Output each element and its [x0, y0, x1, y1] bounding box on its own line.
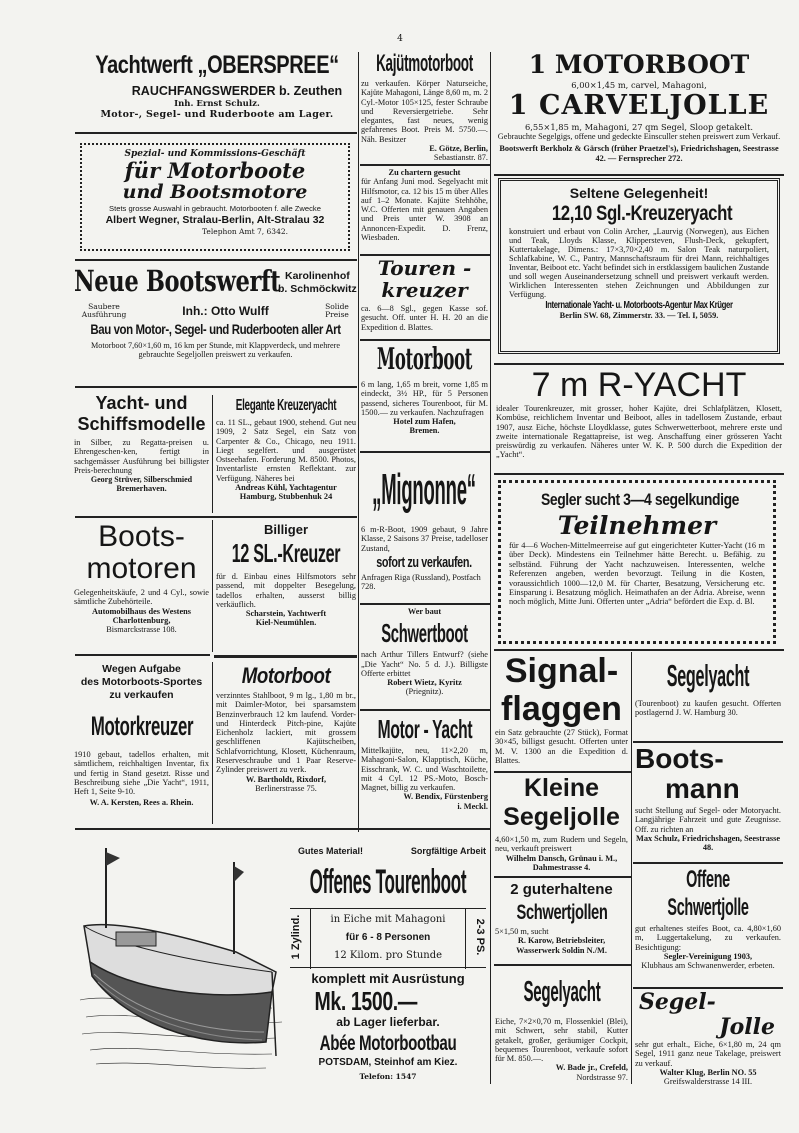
ad-place: i. Meckl. — [457, 801, 488, 811]
ad-signature: Bootswerft Berkholz & Gärsch (früher Praetzel's), Friedrichshagen, Seestrasse 42. — Fernsprecher 272. — [499, 144, 779, 163]
ad-place: Wasserwerk Soldin N./M. — [516, 945, 607, 955]
divider — [360, 164, 490, 166]
ad-title: Motorboot — [376, 342, 473, 377]
ad-12sl-kreuzer — [216, 522, 356, 650]
page-number: 4 — [397, 34, 403, 44]
ad-teilnehmer — [498, 480, 776, 644]
ad-location: Karolinenhof — [285, 270, 350, 282]
ad-location-2: b. Schmöckwitz — [278, 283, 357, 295]
divider — [494, 649, 784, 651]
ad-signature: Walter Klug, Berlin NO. 55 — [659, 1067, 757, 1077]
ad-signature: Andreas Kühl, Yachtagentur — [235, 483, 337, 493]
ad-title: 1 MOTORBOOT — [528, 50, 750, 79]
ad-segelyacht-hamburg — [635, 653, 781, 739]
ad-body: konstruiert und erbaut von Colin Archer, „Laurvig (Norwegen), aus Eichen und Teak, Lloyds Klasse, Klippersteven, Flush-Deck, gekupfert, Kuttertakelage, Dimens.: 17×3,70×2,40 m. Salon Teak naturpoliert, Schlafkabine, W. C., Pantry, Mannschaftsraum für drei Mann, reichhaltiges Inventar, Beiboot etc. Yacht befindet sich in erstklassigem baulichen Zustande und soll wegen Auseinandersetzung schnell und preiswert verkauft werden. Wirklichen Interessenten stehen Zeichnungen und Abbildungen zur Verfügung. — [509, 227, 769, 299]
divider — [360, 603, 490, 605]
ad-signature: W. Bartholdt, Rixdorf, — [245, 774, 327, 784]
ad-body: sehr gut erhalt., Eiche, 6×1,80 m, 24 qm Segel, 1911 ganz neue Takelage, preiswert zu verkauf. — [635, 1040, 781, 1068]
ad-bootsmann — [635, 744, 781, 860]
column-rule — [490, 52, 491, 1084]
ad-address: POTSDAM, Steinhof am Kiez. — [318, 1057, 458, 1068]
ad-signature: R. Karow, Betriebsleiter, — [517, 936, 606, 946]
ad-body: 6 m lang, 1,65 m breit, vorne 1,85 m eindeckt, 3½ HP., für 5 Personen passend, sicheres Tourenboot, für M. 1500.— zu verkaufen. Nachzufragen — [361, 380, 488, 417]
ad-kajuetmotorboot — [361, 50, 488, 162]
ad-schiffsmodelle — [74, 393, 209, 511]
ad-line-6: ab Lager lieferbar. — [336, 1015, 440, 1029]
column-rule — [358, 52, 359, 832]
ad-title-2: mann — [665, 773, 740, 804]
ad-body: Eiche, 7×2×0,70 m, Flossenkiel (Blei), mit Schwert, sehr stabil, Kutter getakelt, großer, geräumiger Cockpit, bequemes Tourenboot, verkaufe sofort für M. 850.—. — [495, 1017, 628, 1064]
ad-line: Stets grosse Auswahl in gebraucht. Motorbooten f. alle Zwecke — [109, 204, 321, 213]
ad-place: Hamburg, Stubbenhuk 24 — [239, 492, 333, 502]
ad-kicker: Zu chartern gesucht — [388, 168, 461, 177]
ad-subtitle: RAUCHFANGSWERDER b. Zeuthen — [131, 84, 343, 98]
ad-seltene-gelegenheit — [498, 178, 780, 354]
ad-title: Yachtwerft „OBERSPREE“ — [95, 51, 339, 79]
ad-body: ein Satz gebrauchte (27 Stück), Format 30×45, billigst gesucht. Offerten unter M. V. 1300 an die Expedition d. Blattes. — [495, 728, 628, 765]
ad-title-2: kreuzer — [381, 278, 468, 302]
ad-oberspree — [78, 50, 356, 128]
divider — [214, 655, 357, 658]
ad-7m-r-yacht — [496, 366, 782, 470]
divider — [494, 473, 784, 475]
ad-line: Motor-, Segel- und Ruderboote am Lager. — [100, 109, 334, 120]
ad-kicker: Seltene Gelegenheit! — [569, 185, 709, 201]
ad-title: Segelyacht — [523, 976, 601, 1008]
divider — [360, 451, 490, 453]
ad-title: Boots- — [635, 744, 724, 774]
ad-place: Bismarckstrasse 108. — [106, 625, 177, 635]
ad-title: Signal- — [504, 652, 619, 690]
ad-side-right: 2-3 PS. — [474, 918, 486, 956]
ad-address: Albert Wegner, Stralau-Berlin, Alt-Stralau 32 — [105, 214, 325, 226]
ad-body: Mittelkajüte, neu, 11×2,20 m, Mahagoni-Salon, Klapptisch, Küche, Eisschrank, W. C. und Waschtoilette, mit 4 Cyl. 12 PS.-Moto, Bosch-Magnet, billig zu verkaufen. — [361, 746, 488, 793]
ad-title: Kleine — [523, 774, 600, 802]
ad-title-2: Schwertjolle — [667, 894, 749, 921]
divider — [494, 363, 784, 365]
ad-body: 4,60×1,50 m, zum Rudern und Segeln, neu, verkauft preiswert — [495, 835, 628, 854]
ad-title: Yacht- und — [95, 393, 188, 413]
ad-title-2: Schwertjollen — [516, 901, 608, 924]
ad-title: 7 m R-YACHT — [531, 366, 747, 404]
ad-title: Elegante Kreuzeryacht — [235, 397, 337, 414]
ad-line-3: 12 Kilom. pro Stunde — [333, 950, 443, 961]
ad-body: in Silber, zu Regatta-preisen u. Ehrengeschen-ken, fertigt in sachgemässer Ausführung bei billigster Preis-berechnung — [74, 438, 209, 475]
divider — [75, 259, 357, 261]
ad-title: Motorkreuzer — [90, 711, 194, 741]
ad-title: 12,10 Sgl.-Kreuzeryacht — [551, 202, 733, 225]
divider — [633, 862, 783, 864]
ad-segel-jolle — [635, 990, 781, 1084]
ad-left-tag: Gutes Material! — [298, 846, 364, 856]
divider — [360, 709, 490, 711]
ad-title-2: 1 CARVELJOLLE — [508, 90, 770, 121]
divider — [75, 386, 357, 388]
ad-body: 6 m-R-Boot, 1909 gebaut, 9 Jahre Klasse, 2 Saisons 37 Preise, tadelloser Zustand, — [361, 525, 488, 553]
ad-body: Gelegenheitskäufe, 2 und 4 Cyl., sowie sämtliche Zubehörteile. — [74, 588, 209, 607]
ad-title: 12 SL.-Kreuzer — [231, 538, 341, 568]
ad-title: Segel- — [639, 990, 716, 1015]
divider — [75, 828, 490, 830]
ad-signature: Wilhelm Dansch, Grünau i. M., Dahmestrasse 4. — [505, 853, 618, 872]
divider — [633, 741, 783, 743]
ad-signature: Scharstein, Yachtwerft — [245, 609, 327, 619]
divider — [360, 254, 490, 256]
ad-body: für Anfang Juni mod. Segelyacht mit Hilfsmotor, ca. 12 bis 15 m über Alles auf 1–2 Monate. Kajüte Stehhöhe, W.C. Offerten mit genauen Angaben und Preis unter W. 3908 an Annoncen-Expedit. D. Frenz, Wiesbaden. — [361, 177, 488, 243]
ad-body: für d. Einbau eines Hilfsmotors sehr passend, mit doppelter Besegelung, tadellos erhalten, ausserst billig verkäuflich. — [216, 572, 356, 609]
column-rule — [212, 520, 213, 652]
ad-place: (Priegnitz). — [405, 687, 444, 697]
ad-title: „Mignonne“ — [372, 465, 476, 514]
ad-firm: Abée Motorbootbau — [319, 1032, 457, 1055]
ad-price: Mk. 1500.— — [314, 986, 417, 1016]
ad-line-2: des Motorboots-Sportes — [80, 676, 203, 688]
ad-body: für 4—6 Wochen-Mittelmeerreise auf gut eingerichteter Kutter-Yacht (16 m über Deck). Mindestens ein Teilnehmer hätte Berecht. u. Befähig. zu selbständ. Führung der Yacht nachzuweisen. Interessenten, welche Referenzen angeben, werden bevorzugt. Teilung in die Kosten, voraussichtlich 1000—12,0 M. für Charter, Besatzung, Versicherung etc. Einsparung i. Besatzung möglich. Heimathafen an der Adria. Abreise, wenn noch möglich, Mitte Juni. Offerten unter „Adria“ befördert die Exp. d. Bl. — [509, 541, 765, 607]
ad-kleine-segeljolle — [495, 774, 628, 874]
ad-kicker: Wer baut — [407, 607, 442, 616]
ad-left: Saubere Ausführung — [81, 302, 127, 319]
column-rule — [212, 662, 213, 824]
ad-side-left: 1 Zylind. — [290, 914, 302, 960]
ad-title: Segler sucht 3—4 segelkundige — [540, 490, 740, 509]
ad-line-3: zu verkaufen — [109, 689, 174, 701]
ad-schwertboot — [361, 607, 488, 707]
ad-offene-schwertjolle — [635, 866, 781, 984]
ad-body: 1910 gebaut, tadellos erhalten, mit sämtlichem, reichhaltigen Inventar, fix und fertig in Stand gesetzt. Risse und Beschreibung siehe „Die Yacht“, 1911, Heft 1, Seite 9-10. — [74, 750, 209, 797]
ad-title: Schwertboot — [381, 618, 468, 649]
ad-signature: Internationale Yacht- u. Motorboots-Agentur Max Krüger — [545, 300, 733, 311]
divider — [75, 132, 357, 134]
ad-motorkreuzer — [74, 663, 209, 823]
divider — [75, 654, 210, 656]
divider — [633, 987, 783, 989]
ad-line-4: komplett mit Ausrüstung — [311, 971, 465, 986]
ad-title: Neue Bootswerft — [74, 264, 281, 298]
ad-place: Greifswalderstrasse 14 III. — [663, 1077, 753, 1084]
ad-spec: 6,00×1,45 m, carvel, Mahagoni, — [571, 80, 707, 90]
divider — [494, 771, 631, 773]
ad-motorboot-stahl — [216, 663, 356, 825]
divider — [75, 516, 357, 518]
divider — [494, 964, 631, 966]
ad-kicker: Spezial- und Kommissions-Geschäft — [124, 149, 306, 159]
ad-body: verzinntes Stahlboot, 9 m lg., 1,80 m br., mit Daimler-Motor, bei sparsamstem Benzinverbrauch 12 km laufend. Vorder- und Hinterdeck Pitch-pine, Kajüte Eichenholz lackiert, mit grossem geschliffenen Kajütscheiben, Schlafvorrichtung, Klosett, Küchenraum, Reserveschraube und 1 Paar Reserve-Zylinder preiswert zu verk. — [216, 691, 356, 775]
ad-segelyacht-crefeld — [495, 967, 628, 1083]
ad-signature: E. Götze, Berlin, — [429, 144, 488, 154]
divider — [360, 339, 490, 341]
ad-signature: Segler-Vereinigung 1903, — [663, 951, 753, 961]
ad-body: ca. 11 SL., gebaut 1900, stehend. Gut neu 1909, 2 Satz Segel, ein Satz von Carpenter & Co., Chicago, neu 1911. Liegt segelfert. und ausgerüstet Ostseehafen. Forderung M. 8500. Photos, Inventarliste ernsten Reflektant. zur Verfügung. Näheres bei — [216, 418, 356, 483]
ad-right: Solide Preise — [325, 302, 349, 319]
ad-tourenkreuzer — [361, 257, 488, 337]
ad-motorboot-bremen — [361, 342, 488, 452]
ad-place: Kiel-Neumühlen. — [255, 618, 317, 628]
ad-body: Motorboot 7,60×1,60 m, 16 km per Stunde, mit Klappverdeck, und mehrere gebrauchte Segeljollen preiswert zu verkaufen. — [90, 341, 341, 360]
ad-owner: Inh. Ernst Schulz. — [174, 99, 260, 109]
ad-title: Segelyacht — [666, 658, 750, 693]
ad-motor-yacht — [361, 712, 488, 826]
ad-title-2: flaggen — [501, 690, 622, 728]
ad-spec-2: 6,55×1,85 m, Mahagoni, 27 qm Segel, Sloop getakelt. — [524, 122, 754, 132]
ad-schwertjollen — [495, 880, 628, 962]
ad-title: 2 guterhaltene — [510, 881, 613, 898]
ad-wegner — [80, 143, 350, 251]
ad-title: Offenes Tourenboot — [309, 863, 467, 901]
ad-signature: W. A. Kersten, Rees a. Rhein. — [89, 798, 194, 808]
ad-contact: Anfragen Riga (Russland), Postfach 728. — [361, 572, 481, 592]
ad-signature: W. Bade jr., Crefeld, — [555, 1063, 628, 1073]
ad-title: Motorboot — [241, 663, 331, 688]
ad-place: Klubhaus am Schwanenwerder, erbeten. — [641, 961, 775, 971]
column-rule — [212, 395, 213, 513]
ad-title: Motor - Yacht — [377, 714, 473, 744]
ad-highlight: sofort zu verkaufen. — [376, 553, 472, 571]
ad-body: ca. 6—8 Sgl., gegen Kasse sof. gesucht. Off. unter H. H. 20 an die Expedition d. Blattes. — [361, 304, 488, 332]
ad-body: 5×1,50 m, sucht — [495, 927, 549, 936]
ad-signature: Hotel zum Hafen, — [393, 417, 456, 427]
ad-line: Wegen Aufgabe — [102, 663, 181, 675]
ad-title-2: motoren — [86, 552, 197, 585]
ad-title-2: Schiffsmodelle — [77, 414, 206, 434]
ad-zu-chartern — [361, 168, 488, 250]
ad-place: Bremerhaven. — [116, 484, 167, 494]
ad-title-2: und Bootsmotore — [122, 181, 308, 203]
ad-place: Berlin SW. 68, Zimmerstr. 33. — Tel. I, 5059. — [559, 311, 719, 320]
ad-title: Boots- — [98, 521, 185, 553]
ad-right-tag: Sorgfältige Arbeit — [410, 846, 486, 856]
ad-body: gut erhaltenes steifes Boot, ca. 4,80×1,60 m, Luggertakelung, zu verkaufen. Besichtigung: — [635, 924, 781, 952]
ad-body: zu verkaufen. Körper Naturseiche, Kajüte Mahagoni, Länge 8,60 m, m. 2 Cyl.-Motor 105×125, fester Schraube und Reversiergetriebe. Sehr elegantes, fast neues, wenig gefahrenes Boot. Preis M. 5750.—. Näh. Besitzer — [361, 79, 488, 144]
ad-title: Kajütmotorboot — [376, 50, 473, 77]
ad-body: (Tourenboot) zu kaufen gesucht. Offerten postlagernd J. W. Hamburg 30. — [635, 699, 781, 718]
ad-title-2: Teilnehmer — [557, 511, 717, 540]
ad-bootsmotoren — [74, 521, 209, 649]
ad-title-2: Segeljolle — [503, 803, 620, 831]
ad-owner: Inh.: Otto Wulff — [182, 304, 269, 318]
ad-body: nach Arthur Tillers Entwurf? (siehe „Die Yacht“ No. 5 d. J.). Billigste Offerte erbittet — [361, 650, 488, 678]
ad-body: sucht Stellung auf Segel- oder Motoryacht. Langjährige Fahrzeit und gute Zeugnisse. Off. zu richten an — [635, 806, 781, 834]
ad-mignonne — [361, 455, 488, 601]
ad-title: Offene — [686, 866, 730, 893]
ad-title-2: Jolle — [719, 1014, 775, 1040]
divider — [494, 876, 631, 878]
ad-place: Nordstrasse 97. — [576, 1072, 628, 1082]
ad-signature: Automobilhaus des Westens Charlottenburg, — [92, 606, 191, 625]
ad-title: Touren - — [377, 257, 472, 280]
ad-kreuzeryacht — [216, 397, 356, 513]
ad-title: für Motorboote — [124, 158, 306, 183]
ad-offenes-tourenboot — [290, 846, 486, 1082]
ad-phone: Telephon Amt 7, 6342. — [202, 227, 288, 236]
ad-signalflaggen — [495, 652, 628, 770]
boat-illustration — [76, 842, 290, 1082]
ad-line: in Eiche mit Mahagoni — [330, 914, 446, 925]
ad-signature: Georg Strüver, Silberschmied — [90, 475, 193, 485]
ad-kicker: Billiger — [263, 522, 309, 537]
ad-body: idealer Tourenkreuzer, mit grosser, hoher Kajüte, drei Schlafplätzen, Klosett, Kombüse, reichlichem Inventar und Beiboot, alles in tadellosem Zustande, erbaut 1907, ausz Eiche, höchste Lloydklasse, gutes Schwerwetterboot, mehrere erste und zweite internationale Regattapreise, ist weg. Anschaffung einer grösseren Yacht preiswürdig zu verkaufen. Näheres unter W. K. P. 500 durch die Expedition der „Yacht“. — [496, 404, 782, 460]
ad-motorboot-carveljolle — [496, 50, 782, 172]
ad-line: Bau von Motor-, Segel- und Ruderbooten aller Art — [90, 321, 341, 337]
ad-place: Sebastianstr. 87. — [433, 153, 488, 162]
ad-neue-bootswerft — [74, 262, 357, 382]
ad-phone: Telefon: 1547 — [359, 1072, 417, 1081]
divider — [494, 174, 784, 176]
ad-place: Berlinerstrasse 75. — [255, 783, 317, 793]
ad-signature: W. Bendix, Fürstenberg — [403, 792, 488, 802]
ad-place: Bremen. — [409, 426, 440, 436]
ad-signature: Max Schulz, Friedrichshagen, Seestrasse 48. — [635, 833, 781, 853]
column-rule — [631, 652, 632, 1084]
ad-body: Gebrauchte Segelgigs, offene und gedeckte Einsculler stehen preiswert zum Verkauf. — [497, 132, 781, 141]
ad-signature: Robert Wietz, Kyritz — [387, 678, 462, 688]
ad-line-2: für 6 - 8 Personen — [345, 932, 431, 943]
